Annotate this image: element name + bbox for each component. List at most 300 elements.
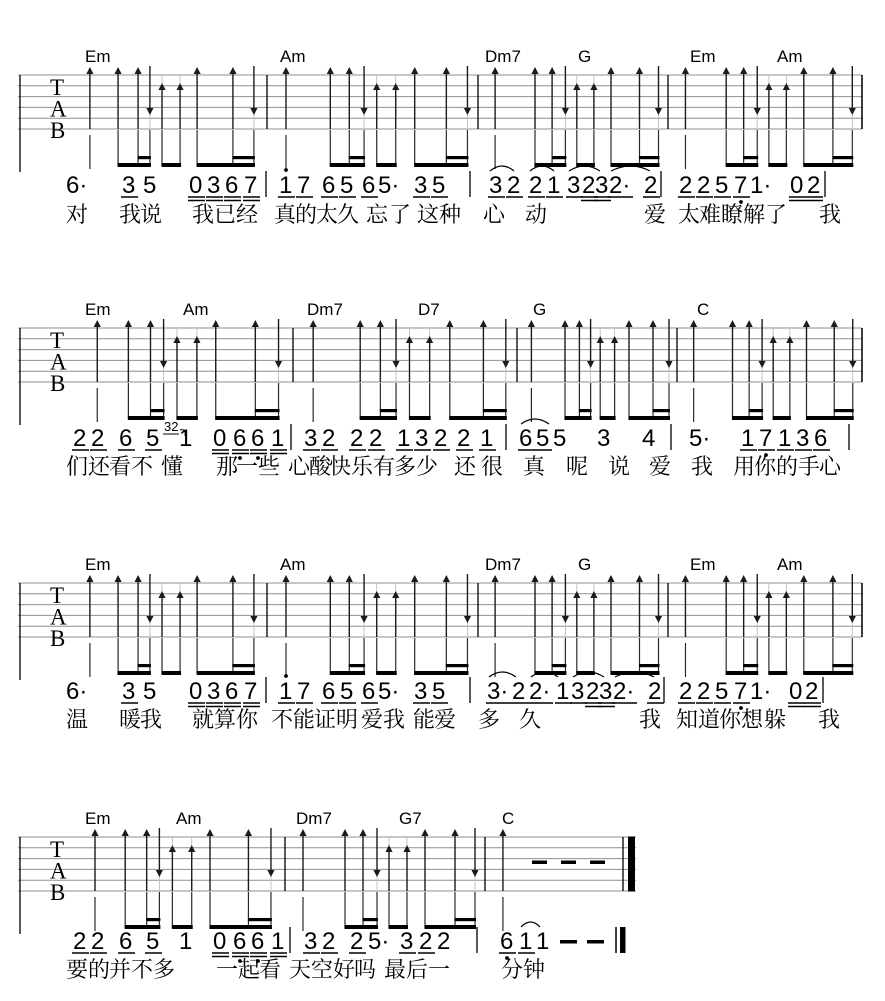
jianpu-note: 3 (122, 678, 136, 705)
jianpu-note: 3 (207, 172, 221, 199)
arrowhead-up (446, 320, 453, 327)
strum-arrow-up (443, 575, 450, 637)
jianpu-note: 6· (66, 678, 88, 705)
jianpu-note: 5 (536, 425, 550, 452)
jianpu-note: 7 (734, 172, 748, 199)
lyric-char: 说 (140, 202, 163, 227)
arrowhead-up (403, 845, 410, 852)
arrowhead-down (759, 361, 766, 368)
arrowhead-up (327, 67, 334, 74)
lyric-char: 知 (676, 707, 699, 732)
arrowhead-up (282, 67, 289, 74)
arrowhead-down (849, 108, 856, 115)
lyric-char: 快 (329, 454, 352, 479)
rhythm-beam (803, 163, 853, 167)
jianpu-note: 3 (599, 678, 613, 705)
arrowhead-down (754, 108, 761, 115)
lyric-char: 多 (153, 957, 176, 982)
rhythm-beam (806, 416, 854, 420)
strum-arrow-up (625, 320, 632, 382)
lyric-char: 钟 (523, 957, 546, 982)
lyric-char: 算 (214, 707, 237, 732)
jianpu-note: 6 (362, 678, 376, 705)
arrowhead-up (392, 591, 399, 598)
strum-arrow-up (549, 67, 556, 129)
lyric-char: 最 (384, 957, 407, 982)
lyric-char: 要 (66, 957, 89, 982)
lyric-char: 懂 (161, 454, 184, 479)
strum-arrow-up (86, 67, 93, 129)
rhythm-beam-double (834, 409, 854, 412)
jianpu-note: 1· (750, 678, 772, 705)
rhythm-beam (449, 416, 507, 420)
jianpu-note: 7 (297, 678, 311, 705)
jianpu-note: 3 (597, 425, 611, 452)
arrowhead-down (464, 108, 471, 115)
jianpu-note: 3 (304, 425, 318, 452)
rhythm-beam-double (743, 664, 758, 667)
arrowhead-up (590, 83, 597, 90)
arrowhead-up (746, 320, 753, 327)
jianpu-note: 2 (586, 678, 600, 705)
strum-arrow-up (531, 67, 538, 129)
lyric-char: 这 (417, 202, 440, 227)
tab-letter: T (50, 837, 65, 862)
chord-label: Dm7 (307, 300, 343, 319)
arrowhead-up (549, 575, 556, 582)
jianpu-note: 2 (419, 928, 433, 955)
jianpu-note: 0 (213, 425, 227, 452)
strum-arrow-up (786, 336, 793, 382)
lyric-char: 已 (214, 202, 237, 227)
arrowhead-up (723, 575, 730, 582)
arrowhead-up (597, 336, 604, 343)
arrowhead-up (245, 829, 252, 836)
lyric-char: 难 (699, 202, 722, 227)
rhythm-beam (215, 416, 279, 420)
jianpu-note: 2 (437, 928, 451, 955)
chord-label: Am (183, 300, 209, 319)
jianpu-note: 5 (715, 172, 729, 199)
tab-letter: A (50, 349, 67, 375)
jianpu-note: 3· (487, 678, 509, 705)
jianpu-note: 5· (368, 928, 390, 955)
rhythm-beam (803, 671, 853, 675)
jianpu-note: 2 (73, 425, 87, 452)
jianpu-note: 6 (251, 928, 265, 955)
arrowhead-up (786, 336, 793, 343)
lyric-char: 爱 (644, 202, 667, 227)
jianpu-note: 2 (350, 425, 364, 452)
arrowhead-up (770, 336, 777, 343)
strum-arrow-up (173, 336, 180, 382)
chord-label: Em (85, 47, 111, 66)
lyric-char: 少 (416, 454, 439, 479)
lyric-char: 真 (523, 454, 546, 479)
jianpu-note: 1 (547, 172, 561, 199)
arrowhead-up (411, 67, 418, 74)
jianpu-note: 2 (582, 172, 596, 199)
strum-arrow-up (607, 67, 614, 129)
arrowhead-up (359, 829, 366, 836)
strum-arrow-up (327, 67, 334, 129)
lyric-char: 我 (819, 202, 842, 227)
jianpu-note: 3 (415, 425, 429, 452)
jianpu-note: 5 (432, 172, 446, 199)
arrowhead-up (377, 320, 384, 327)
strum-arrow-up (176, 83, 183, 129)
strum-arrow-up (373, 591, 380, 637)
rhythm-beam-double (150, 409, 165, 412)
rhythm-beam-double (446, 664, 469, 667)
lyric-char: 真 (274, 202, 297, 227)
jianpu-note: 0 (213, 928, 227, 955)
lyric-char: 乐 (351, 454, 374, 479)
arrowhead-up (173, 336, 180, 343)
lyric-char: 能 (293, 707, 316, 732)
strum-arrow-up (158, 591, 165, 637)
arrowhead-down (275, 361, 282, 368)
lyric-char: 解 (743, 202, 766, 227)
lyric-char: 了 (765, 202, 788, 227)
strum-arrow-up (499, 829, 506, 891)
rhythm-beam-double (446, 156, 469, 159)
arrowhead-up (193, 336, 200, 343)
strum-arrow-up (94, 320, 101, 382)
duration-dash (587, 940, 604, 944)
lyric-char: 空 (311, 957, 334, 982)
strum-arrow-up (803, 320, 810, 382)
strum-arrow-up (245, 829, 252, 891)
arrowhead-down (587, 361, 594, 368)
lyric-char: 我 (639, 707, 662, 732)
lyric-char: 天 (289, 957, 312, 982)
chord-label: Am (176, 809, 202, 828)
strum-arrow-up (800, 575, 807, 637)
jianpu-note: 5 (432, 678, 446, 705)
arrowhead-up (373, 83, 380, 90)
jianpu-note: 6 (322, 678, 336, 705)
tab-letter: A (50, 604, 67, 630)
jianpu-note: 7 (244, 172, 258, 199)
arrowhead-down (267, 870, 274, 877)
strum-arrow-up (122, 829, 129, 891)
arrowhead-up (729, 320, 736, 327)
arrowhead-down (464, 616, 471, 623)
octave-dot-above (284, 168, 288, 172)
strum-arrow-up (607, 575, 614, 637)
arrowhead-up (327, 575, 334, 582)
jianpu-note: 3 (567, 172, 581, 199)
arrowhead-up (169, 845, 176, 852)
strum-arrow-up (114, 575, 121, 637)
tab-letter: A (50, 96, 67, 122)
arrowhead-up (803, 320, 810, 327)
lyric-char: 们 (66, 454, 89, 479)
arrowhead-up (193, 575, 200, 582)
arrowhead-up (443, 575, 450, 582)
lyric-char: 起 (238, 957, 261, 982)
strum-arrow-up (446, 320, 453, 382)
lyric-char: 你 (754, 454, 777, 479)
chord-label: Dm7 (296, 809, 332, 828)
strum-arrow-up (176, 591, 183, 637)
arrowhead-down (360, 616, 367, 623)
chord-label: Am (280, 47, 306, 66)
lyric-char: 不 (131, 957, 154, 982)
jianpu-note: 3 (400, 928, 414, 955)
jianpu-note: 2 (807, 172, 821, 199)
lyric-char: 好 (333, 957, 356, 982)
lyric-char: 了 (389, 202, 412, 227)
rest-dash (561, 861, 576, 865)
chord-label: Em (690, 555, 716, 574)
chord-label: G7 (399, 809, 422, 828)
jianpu-note: 3 (571, 678, 585, 705)
strum-arrow-up (373, 83, 380, 129)
rhythm-beam (176, 416, 197, 420)
arrowhead-up (573, 83, 580, 90)
arrowhead-up (426, 336, 433, 343)
arrowhead-up (125, 320, 132, 327)
rhythm-beam (118, 671, 151, 675)
arrowhead-down (471, 870, 478, 877)
jianpu-note: 5· (689, 425, 711, 452)
arrowhead-up (373, 591, 380, 598)
arrowhead-down (562, 616, 569, 623)
arrowhead-down (160, 361, 167, 368)
strum-arrow-up (573, 591, 580, 637)
strum-arrow-up (783, 83, 790, 129)
arrowhead-up (829, 575, 836, 582)
rhythm-beam (376, 671, 396, 675)
strum-arrow-up (310, 320, 317, 382)
arrowhead-down (562, 108, 569, 115)
rhythm-beam (197, 671, 255, 675)
arrowhead-up (188, 845, 195, 852)
lyric-char: 我 (691, 454, 714, 479)
jianpu-note: 1 (741, 425, 755, 452)
rhythm-beam-double (483, 409, 507, 412)
strum-arrow-up (346, 575, 353, 637)
arrowhead-up (134, 575, 141, 582)
arrowhead-down (655, 616, 662, 623)
strum-arrow-up (411, 575, 418, 637)
rhythm-beam (330, 671, 365, 675)
jianpu-note: 0 (189, 678, 203, 705)
lyric-char: 很 (481, 454, 504, 479)
tie-arc (489, 672, 516, 677)
strum-arrow-up (829, 575, 836, 637)
chord-label: Dm7 (485, 555, 521, 574)
jianpu-note: 3 (122, 172, 136, 199)
strum-arrow-up (406, 336, 413, 382)
strum-arrow-up (411, 67, 418, 129)
jianpu-note: 1 (179, 928, 193, 955)
lyric-char: 的 (88, 957, 111, 982)
strum-arrow-up (147, 320, 154, 382)
jianpu-note: 2· (609, 172, 631, 199)
tab-letter: T (50, 583, 65, 608)
strum-arrow-up (282, 67, 289, 129)
arrowhead-up (765, 591, 772, 598)
rhythm-beam-double (639, 664, 660, 667)
arrowhead-up (86, 67, 93, 74)
rhythm-beam-double (552, 664, 567, 667)
arrowhead-up (193, 67, 200, 74)
lyric-char: 我 (383, 707, 406, 732)
strum-arrow-up (229, 67, 236, 129)
arrowhead-up (229, 67, 236, 74)
jianpu-note: 2 (697, 172, 711, 199)
jianpu-note: 1 (279, 172, 293, 199)
rhythm-beam-double (639, 156, 660, 159)
strum-arrow-up (212, 320, 219, 382)
jianpu-note: 1 (271, 425, 285, 452)
lyric-char: 不 (131, 454, 154, 479)
strum-arrow-up (682, 575, 689, 637)
arrowhead-up (723, 67, 730, 74)
arrowhead-up (492, 575, 499, 582)
rhythm-beam (773, 416, 791, 420)
chord-label: Em (85, 809, 111, 828)
tab-letter: B (50, 626, 66, 651)
strum-arrow-up (723, 575, 730, 637)
rhythm-beam (128, 416, 165, 420)
strum-arrow-up (611, 336, 618, 382)
rhythm-beam (732, 416, 763, 420)
arrowhead-up (682, 575, 689, 582)
rhythm-beam (414, 163, 468, 167)
lyric-char: 说 (608, 454, 631, 479)
jianpu-note: 2· (529, 678, 551, 705)
arrowhead-down (849, 616, 856, 623)
jianpu-note: 3 (595, 172, 609, 199)
strum-arrow-up (125, 320, 132, 382)
arrowhead-up (607, 67, 614, 74)
lyric-char: 我 (140, 707, 163, 732)
arrowhead-up (385, 845, 392, 852)
lyric-char: 你 (236, 707, 259, 732)
lyric-char: 你 (719, 707, 742, 732)
strum-arrow-up (576, 320, 583, 382)
tie-arc (521, 922, 540, 927)
strum-arrow-up (206, 829, 213, 891)
jianpu-note: 2 (805, 678, 819, 705)
jianpu-note: 2 (679, 678, 693, 705)
strum-arrow-up (169, 845, 176, 891)
jianpu-note: 3 (796, 425, 810, 452)
strum-arrow-up (91, 829, 98, 891)
arrowhead-up (499, 829, 506, 836)
jianpu-note: 6 (119, 425, 133, 452)
system-1 (18, 47, 862, 227)
jianpu-note: 3 (414, 678, 428, 705)
lyric-char: 一 (216, 957, 239, 982)
lyric-char: 想 (741, 707, 764, 732)
strum-arrow-up (143, 829, 150, 891)
rhythm-beam (162, 163, 182, 167)
lyric-char: 还 (454, 454, 477, 479)
lyric-char: 太 (316, 202, 339, 227)
tie-arc (521, 419, 549, 424)
jianpu-note: 1 (536, 928, 550, 955)
jianpu-note: 5· (378, 172, 400, 199)
jianpu-note: 6 (500, 928, 514, 955)
arrowhead-up (392, 83, 399, 90)
rest-dash (532, 861, 547, 865)
jianpu-note: 2· (613, 678, 635, 705)
arrowhead-up (831, 320, 838, 327)
strum-arrow-up (729, 320, 736, 382)
jianpu-note: 6· (66, 172, 88, 199)
arrowhead-up (611, 336, 618, 343)
arrowhead-up (206, 829, 213, 836)
lyric-char: 就 (192, 707, 215, 732)
rhythm-beam (726, 671, 759, 675)
jianpu-note: 6 (233, 425, 247, 452)
arrowhead-up (451, 829, 458, 836)
lyric-char: 酸 (309, 454, 332, 479)
lyric-char: 不 (271, 707, 294, 732)
strum-arrow-up (480, 320, 487, 382)
system-2 (18, 300, 862, 479)
strum-arrow-up (765, 591, 772, 637)
octave-dot-above (284, 674, 288, 678)
arrowhead-up (783, 83, 790, 90)
strum-arrow-up (188, 845, 195, 891)
strum-arrow-up (590, 591, 597, 637)
strum-arrow-up (114, 67, 121, 129)
rhythm-beam (409, 416, 431, 420)
jianpu-note: 2 (512, 678, 526, 705)
jianpu-note: 4 (642, 425, 656, 452)
strum-arrow-up (492, 67, 499, 129)
rhythm-beam-double (232, 156, 254, 159)
arrowhead-up (282, 575, 289, 582)
jianpu-note: 1 (179, 425, 193, 452)
lyric-char: 有 (373, 454, 396, 479)
lyric-char: 一 (236, 454, 259, 479)
strum-arrow-up (229, 575, 236, 637)
lyric-char: 太 (678, 202, 701, 227)
jianpu-note: 1 (556, 678, 570, 705)
rhythm-beam-double (832, 156, 853, 159)
chord-label: Am (777, 555, 803, 574)
arrowhead-up (800, 575, 807, 582)
jianpu-note: 2 (91, 425, 105, 452)
jianpu-note: 7 (759, 425, 773, 452)
lyric-char: 爱 (434, 707, 457, 732)
arrowhead-down (655, 108, 662, 115)
strum-arrow-up (193, 336, 200, 382)
strum-arrow-up (443, 67, 450, 129)
strum-arrow-up (800, 67, 807, 129)
arrowhead-up (636, 67, 643, 74)
jianpu-note: 6 (251, 425, 265, 452)
lyric-char: 的 (295, 202, 318, 227)
rhythm-beam-double (832, 664, 853, 667)
rhythm-beam-double (138, 156, 151, 159)
strum-arrow-up (636, 575, 643, 637)
arrowhead-up (229, 575, 236, 582)
rhythm-beam-double (248, 918, 272, 921)
rhythm-beam (768, 671, 787, 675)
chord-label: G (533, 300, 547, 319)
arrowhead-down (156, 870, 163, 877)
arrowhead-up (682, 67, 689, 74)
lyric-char: 用 (733, 454, 756, 479)
